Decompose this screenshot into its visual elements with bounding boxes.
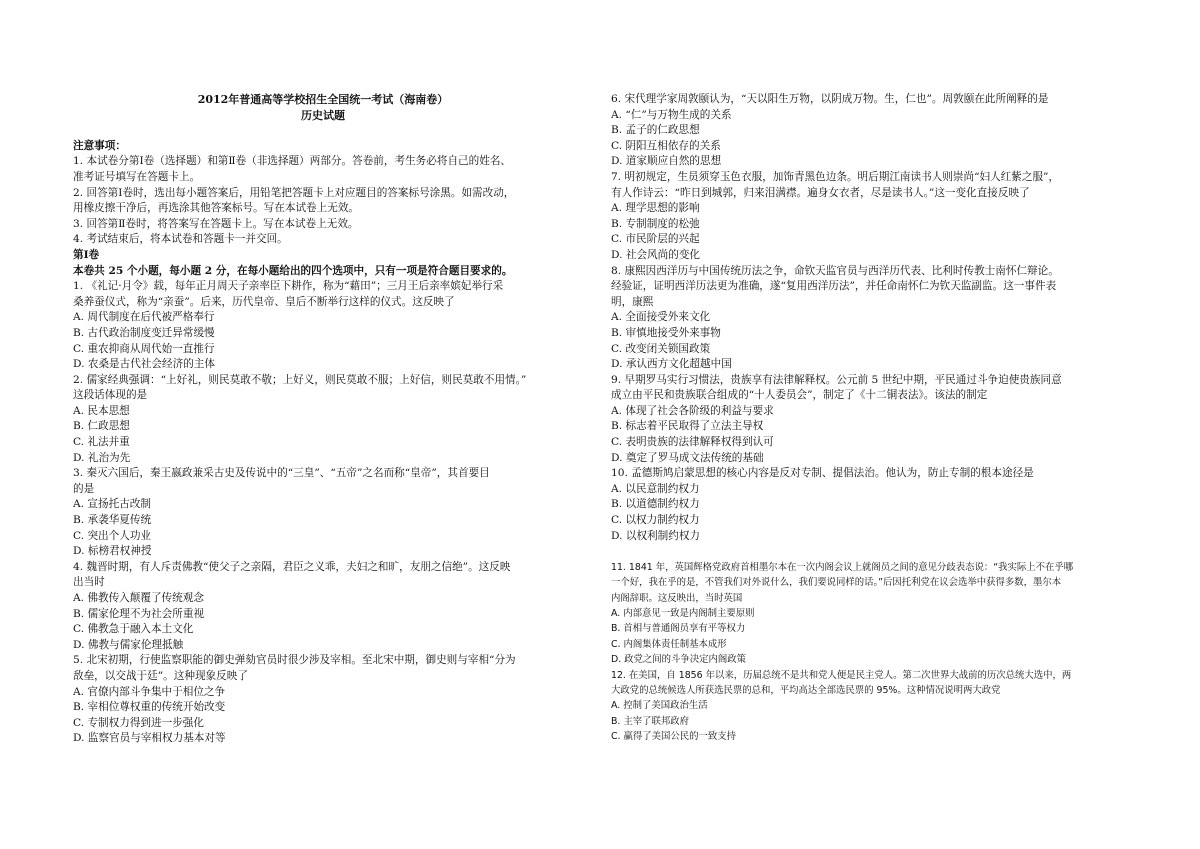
- text-line: 10. 孟德斯鸠启蒙思想的核心内容是反对专制、提倡法治。他认为，防止专制的根本途径是: [611, 467, 1034, 480]
- text-line: 12. 在美国，自 1856 年以来，历届总统不是共和党人便是民主党人。第二次世界大战前的历次总统大选中，两: [611, 669, 1072, 681]
- text-line: A. 官僚内部斗争集中于相位之争: [73, 685, 226, 698]
- section-heading: 第Ⅰ卷: [73, 248, 100, 261]
- text-line: 4. 魏晋时期，有人斥责佛教“使父子之亲隔，君臣之义乖，夫妇之和旷，友朋之信绝”。这反映: [73, 560, 511, 573]
- notice-list: [73, 154, 573, 248]
- text-line: D. 佛教与儒家伦理抵触: [73, 638, 184, 651]
- text-line: 敌垒，以交战于廷”。这种现象反映了: [73, 669, 248, 682]
- text-line: 出当时: [73, 576, 105, 589]
- section-instruction: 本卷共 25 个小题，每小题 2 分，在每小题给出的四个选项中，只有一项是符合题目要求的。: [73, 264, 513, 277]
- left-column: [73, 92, 573, 747]
- text-line: B. 古代政治制度变迁异常缓慢: [73, 326, 215, 339]
- text-line: B. 专制制度的松弛: [611, 217, 700, 230]
- text-line: A. 佛教传入颠覆了传统观念: [73, 592, 204, 604]
- text-line: 3. 秦灭六国后，秦王嬴政兼采古史及传说中的“三皇”、“五帝”之名而称“皇帝”，其首要目: [73, 467, 490, 480]
- text-line: A. 内部意见一致是内阁制主要原则: [611, 608, 755, 620]
- text-line: 11. 1841 年，英国辉格党政府首相墨尔本在一次内阁会议上就阁员之间的意见分歧表态说：“我实际上不在乎哪: [611, 561, 1074, 573]
- exam-title: 2012年普通高等学校招生全国统一考试（海南卷）: [197, 93, 449, 106]
- text-line: C. 改变闭关锁国政策: [611, 342, 711, 355]
- text-line: C. 以权力制约权力: [611, 514, 700, 527]
- text-line: B. 承袭华夏传统: [73, 514, 152, 527]
- right-column: [611, 92, 1131, 745]
- text-line: B. 仁政思想: [73, 420, 130, 433]
- text-line: C. 表明贵族的法律解释权得到认可: [611, 436, 774, 449]
- text-line: 这段话体现的是: [73, 389, 148, 402]
- text-line: 2. 儒家经典强调：“上好礼，则民莫敢不敬；上好义，则民莫敢不服；上好信，则民莫敢不用情。”: [73, 373, 527, 386]
- text-line: 准考证号填写在答题卡上。: [73, 170, 201, 183]
- text-line: B. 以道德制约权力: [611, 498, 700, 511]
- text-line: C. 专制权力得到进一步强化: [73, 716, 204, 729]
- text-line: B. 主宰了联邦政府: [611, 715, 690, 727]
- text-line: C. 阴阳互相依存的关系: [611, 139, 721, 152]
- text-line: D. 以权利制约权力: [611, 529, 701, 542]
- text-line: B. 标志着平民取得了立法主导权: [611, 420, 764, 433]
- text-line: 经验证，证明西洋历法更为准确，遂“复用西洋历法”，并任命南怀仁为钦天监副监。这一事件表: [611, 280, 1057, 293]
- text-line: A. 宣扬托古改制: [73, 498, 151, 511]
- text-line: C. 礼法并重: [73, 436, 130, 449]
- text-line: B. 审慎地接受外来事物: [611, 326, 721, 339]
- text-line: 8. 康熙因西洋历与中国传统历法之争，命钦天监官员与西洋历代表、比利时传教士南怀仁辩论。: [611, 264, 1059, 277]
- text-line: A. 以民意制约权力: [611, 482, 700, 495]
- text-line: 成立由平民和贵族联合组成的“十人委员会”，制定了《十二铜表法》。该法的制定: [611, 389, 988, 402]
- text-line: 用橡皮擦干净后，再选涂其他答案标号。写在本试卷上无效。: [73, 202, 360, 215]
- text-line: D. 政党之间的斗争决定内阁政策: [611, 654, 747, 666]
- text-line: 桑养蚕仪式，称为“亲蚕”。后来，历代皇帝、皇后不断举行这样的仪式。这反映了: [73, 295, 455, 308]
- text-line: 7. 明初规定，生员须穿玉色衣服，加饰青黑色边条。明后期江南读书人则崇尚“妇人红紫之服”，: [611, 170, 1060, 183]
- text-line: A. “仁”与万物生成的关系: [611, 108, 732, 121]
- text-line: D. 监察官员与宰相权力基本对等: [73, 732, 226, 745]
- text-line: D. 礼治为先: [73, 451, 131, 464]
- text-line: 一个好，我在乎的是，不管我们对外说什么，我们要说同样的话。”后因托利党在议会选举中获得多数，墨尔本: [611, 577, 1062, 589]
- text-line: C. 重农抑商从周代始一直推行: [73, 342, 215, 355]
- text-line: D. 承认西方文化超越中国: [611, 358, 732, 371]
- text-line: B. 首相与普通阁员享有平等权力: [611, 623, 746, 635]
- text-line: D. 农桑是古代社会经济的主体: [73, 358, 215, 371]
- text-line: 内阁辞职。这反映出，当时英国: [611, 592, 743, 604]
- text-line: C. 市民阶层的兴起: [611, 233, 700, 246]
- text-line: 的是: [73, 482, 95, 495]
- text-line: A. 民本思想: [73, 404, 130, 417]
- text-line: 大政党的总统候选人所获选民票的总和，平均高达全部选民票的 95%。这种情况说明两大政党: [611, 685, 1001, 697]
- text-line: 有人作诗云：“昨日到城郭，归来泪满襟。遍身女衣者，尽是读书人。”这一变化直接反映了: [611, 186, 1030, 199]
- text-line: D. 社会风尚的变化: [611, 248, 701, 261]
- text-line: 6. 宋代理学家周敦颐认为，“天以阳生万物，以阴成万物。生，仁也”。周敦颐在此所阐释的是: [611, 93, 1049, 105]
- text-line: C. 内阁集体责任制基本成形: [611, 638, 727, 650]
- text-line: A. 理学思想的影响: [611, 202, 700, 215]
- spacer: [611, 544, 1131, 560]
- text-line: 2. 回答第Ⅰ卷时，选出每小题答案后，用铅笔把答题卡上对应题目的答案标号涂黑。如需改动，: [73, 186, 515, 199]
- text-line: A. 全面接受外来文化: [611, 311, 711, 324]
- text-line: 5. 北宋初期，行使监察职能的御史弹劾官员时很少涉及宰相。至北宋中期，御史则与宰相“分为: [73, 654, 516, 667]
- exam-subtitle: 历史试题: [301, 108, 345, 122]
- text-line: 明，康熙: [611, 295, 654, 308]
- text-line: B. 宰相位尊权重的传统开始改变: [73, 701, 226, 714]
- text-line: 1. 《礼记·月令》载，每年正月周天子亲率臣下耕作，称为“藉田”；三月王后亲率嫔妃举行采: [73, 280, 504, 293]
- text-line: C. 赢得了美国公民的一致支持: [611, 731, 737, 743]
- text-line: A. 周代制度在后代被严格奉行: [73, 311, 215, 324]
- text-line: D. 奠定了罗马成文法传统的基础: [611, 451, 764, 464]
- text-line: B. 儒家伦理不为社会所重视: [73, 607, 205, 620]
- notice-heading: 注意事项：: [73, 139, 126, 152]
- text-line: D. 道家顺应自然的思想: [611, 155, 722, 168]
- text-line: C. 突出个人功业: [73, 529, 152, 542]
- text-line: 9. 早期罗马实行习惯法，贵族享有法律解释权。公元前 5 世纪中期，平民通过斗争迫使贵族同意: [611, 373, 1062, 386]
- text-line: C. 佛教急于融入本土文化: [73, 623, 194, 636]
- spacer: [73, 123, 573, 139]
- left-question-list: [73, 279, 573, 747]
- text-line: B. 孟子的仁政思想: [611, 124, 700, 137]
- text-line: D. 标榜君权神授: [73, 545, 152, 558]
- text-line: 1. 本试卷分第Ⅰ卷（选择题）和第Ⅱ卷（非选择题）两部分。答卷前，考生务必将自己的姓名、: [73, 155, 512, 168]
- text-line: A. 控制了美国政治生活: [611, 700, 708, 712]
- text-line: A. 体现了社会各阶级的利益与要求: [611, 404, 774, 417]
- text-line: 3. 回答第Ⅱ卷时，将答案写在答题卡上。写在本试卷上无效。: [73, 217, 359, 230]
- right-question-list: [611, 92, 1131, 544]
- right-small-question-list: [611, 560, 1131, 745]
- text-line: 4. 考试结束后，将本试卷和答题卡一并交回。: [73, 233, 288, 246]
